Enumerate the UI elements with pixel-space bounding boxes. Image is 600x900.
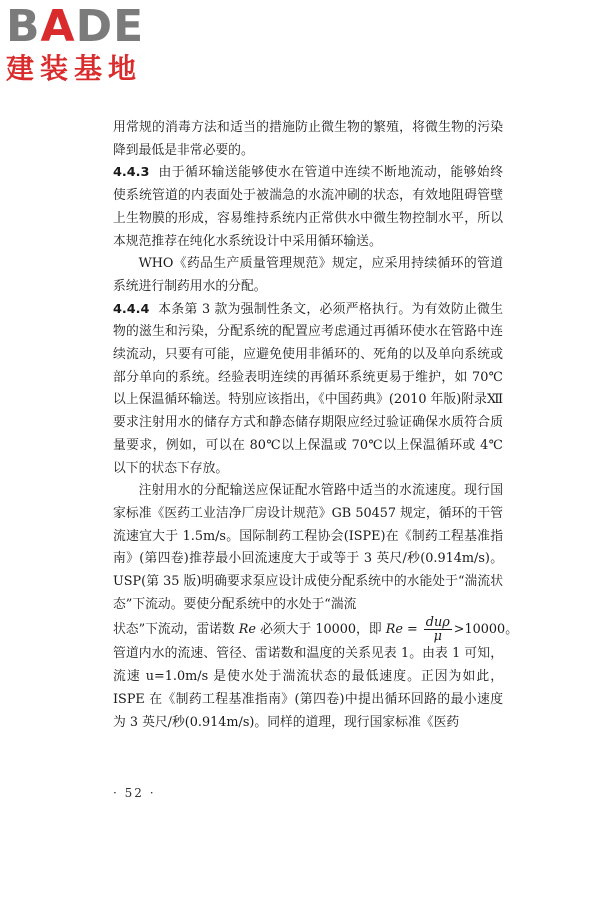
- logo-subtitle: 建装基地: [6, 52, 143, 85]
- bade-logo: [6, 1, 186, 86]
- paragraph-1: 用常规的消毒方法和适当的措施防止微生物的繁殖，将微生物的污染降到最低是非常必要的。: [113, 120, 503, 158]
- logo-wordmark: BADE: [6, 1, 145, 52]
- reynolds-fraction: $\frac{\text{duρ}}{\mu}$: [425, 615, 450, 645]
- paragraph-who: WHO《药品生产质量管理规范》规定，应采用持续循环的管道系统进行制药用水的分配。: [113, 256, 503, 294]
- paragraph-4-4-3: 4.4.3 由于循环输送能够使水在管道中连续不断地流动，能够始终使系统管道的内表面处于被湍急的水流冲刷的状态，有效地阻碍管壁上生物膜的形成，容易维持系统内正常供水中微生物控制水平，所以本规范推荐在纯化水系统设计中采用循环输送。: [113, 165, 503, 249]
- page-number: · 52 ·: [113, 786, 156, 800]
- paragraph-4-4-4: 4.4.4 本条第 3 款为强制性条文，必须严格执行。为有效防止微生物的滋生和污染，分配系统的配置应考虑通过再循环使水在管路中连续流动，只要有可能，应避免使用非循环的、死角的以及单向系统或部分单向的系统。经验表明连续的再循环系统更易于维护，如 70℃以上保温循环输送。特别应该指出，《中国药典》(2010 年版)附录Ⅻ要求注射用水的储存方式和静态储存期限应经过验证确保水质符合质量要求，例如，可以在 80℃以上保温或 70℃以上保温循环或 4℃以下的状态下存放。: [113, 301, 503, 476]
- logo-accent-letter: A: [40, 1, 76, 52]
- document-body: [113, 117, 518, 734]
- section-number: 4.4.3: [113, 165, 150, 181]
- paragraph-velocity-continued: 管道内水的流速、管径、雷诺数和温度的关系见表 1。由表 1 可知，流速 u=1.0m/s 是使水处于湍流状态的最低速度。正因为如此，ISPE 在《制药工程基准指南》(第四卷)中提出循环回路的最小速度为 3 英尺/秒(0.914m/s)。同样的道理，现行国家标准《医药: [113, 646, 503, 730]
- section-number: 4.4.4: [113, 301, 150, 317]
- paragraph-velocity: 注射用水的分配输送应保证配水管路中适当的水流速度。现行国家标准《医药工业洁净厂房设计规范》GB 50457 规定，循环的干管流速宜大于 1.5m/s。国际制药工程协会(ISPE)在《制药工程基准指南》(第四卷)推荐最小回流速度大于或等于 3 英尺/秒(0.914m/s)。USP(第 35 版)明确要求泵应设计成使分配系统中的水能处于“湍流状态”下流动。要使分配系统中的水处于“湍流: [113, 483, 503, 612]
- reynolds-formula-line: 状态”下流动，雷诺数 Re 必须大于 10000，即 Re = $\frac{\text{duρ}}{\mu}$ >10000。: [113, 615, 518, 645]
